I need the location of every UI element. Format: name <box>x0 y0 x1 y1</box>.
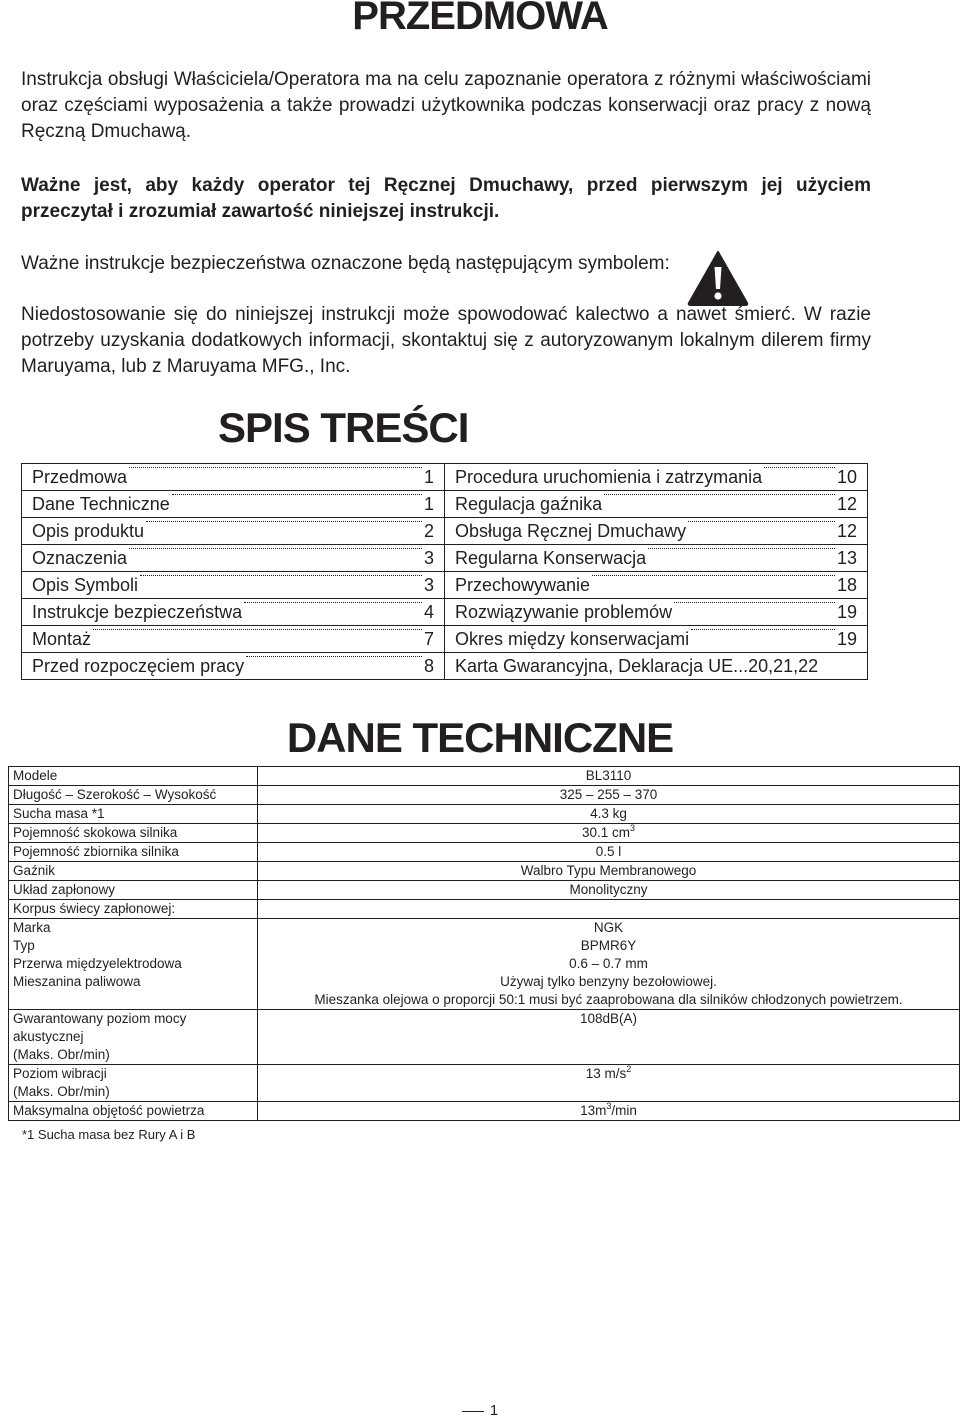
superscript: 3 <box>606 1101 612 1111</box>
toc-entry-page: 18 <box>836 574 857 595</box>
spec-label: Pojemność skokowa silnika <box>9 824 258 843</box>
toc-entry-page: 4 <box>423 601 434 622</box>
spec-label <box>9 919 258 1010</box>
toc-leader-dots <box>93 628 422 630</box>
toc-entry[interactable] <box>32 494 434 515</box>
table-of-contents <box>21 463 868 680</box>
warning-triangle-icon <box>687 250 749 306</box>
toc-cell <box>445 599 868 626</box>
spec-value-line: BPMR6Y <box>580 938 637 953</box>
toc-leader-dots <box>129 547 422 549</box>
spec-label: Korpus świecy zapłonowej: <box>9 900 258 919</box>
toc-entry[interactable] <box>455 656 857 677</box>
spec-value-text: 13m <box>580 1103 607 1118</box>
toc-entry-page: 12 <box>836 520 857 541</box>
toc-entry[interactable] <box>32 629 434 650</box>
toc-entry-label: Oznaczenia <box>32 547 128 568</box>
toc-leader-dots <box>764 466 835 468</box>
table-row <box>9 900 960 919</box>
toc-entry-page: 13 <box>836 547 857 568</box>
spec-label: Modele <box>9 767 258 786</box>
spec-value-text: 30.1 cm <box>581 825 630 840</box>
spec-label: Pojemność zbiornika silnika <box>9 843 258 862</box>
toc-leader-dots <box>244 601 422 603</box>
toc-entry-page: 3 <box>423 547 434 568</box>
toc-entry[interactable] <box>32 575 434 596</box>
spec-label-line: Przerwa międzyelektrodowa <box>13 956 182 971</box>
spec-value-line: Używaj tylko benzyny bezołowiowej. <box>500 974 717 989</box>
spec-label-line: Gwarantowany poziom mocy <box>13 1011 187 1026</box>
toc-leader-dots <box>592 574 835 576</box>
spec-value-line: Mieszanka olejowa o proporcji 50:1 musi być zaaprobowana dla silników chłodzonych powietrzem. <box>314 992 903 1007</box>
spec-value <box>258 824 960 843</box>
toc-cell <box>445 572 868 599</box>
spec-value-text: /min <box>611 1103 637 1118</box>
toc-entry[interactable] <box>32 548 434 569</box>
spec-value-line: NGK <box>593 920 624 935</box>
toc-leader-dots <box>674 601 835 603</box>
toc-entry[interactable] <box>455 602 857 623</box>
spec-label-line: (Maks. Obr/min) <box>13 1047 110 1062</box>
intro-paragraph: Instrukcja obsługi Właściciela/Operatora ma na celu zapoznanie operatora z różnymi właściwościami oraz częściami wyposażenia a także prowadzi użytkownika podczas konserwacji oraz pracy z nową Ręczną Dmuchawą. <box>21 69 871 142</box>
toc-cell <box>22 464 445 491</box>
spec-label <box>9 1010 258 1065</box>
toc-entry-label: Rozwiązywanie problemów <box>455 601 673 622</box>
toc-entry[interactable] <box>32 521 434 542</box>
spec-label-line: Mieszanina paliwowa <box>13 974 141 989</box>
toc-entry-label: Opis produktu <box>32 520 145 541</box>
spec-label: Długość – Szerokość – Wysokość <box>9 786 258 805</box>
toc-leader-dots <box>691 628 835 630</box>
toc-entry[interactable] <box>32 467 434 488</box>
page-number <box>0 1402 960 1419</box>
important-paragraph: Ważne jest, aby każdy operator tej Ręcznej Dmuchawy, przed pierwszym jej użyciem przeczytał i zrozumiał zawartość niniejszej instrukcji. <box>21 175 871 222</box>
spec-value <box>258 1102 960 1121</box>
toc-entry-page: 19 <box>836 601 857 622</box>
table-row <box>9 1010 960 1065</box>
toc-entry-label: Przedmowa <box>32 466 128 487</box>
toc-entry-label: Przed rozpoczęciem pracy <box>32 655 245 676</box>
spec-value-line: 0.6 – 0.7 mm <box>569 956 648 971</box>
spec-value <box>258 919 960 1010</box>
toc-cell <box>22 572 445 599</box>
toc-leader-dots <box>688 520 835 522</box>
spec-value: Walbro Typu Membranowego <box>258 862 960 881</box>
page-title: PRZEDMOWA <box>352 0 608 38</box>
toc-entry-page: 10 <box>836 466 857 487</box>
spec-label: Gaźnik <box>9 862 258 881</box>
toc-entry-page: 3 <box>423 574 434 595</box>
toc-row <box>22 491 868 518</box>
spec-label-line: (Maks. Obr/min) <box>13 1084 110 1099</box>
toc-entry-page: 19 <box>836 628 857 649</box>
toc-cell <box>445 491 868 518</box>
dash-decoration <box>462 1411 484 1412</box>
toc-entry[interactable] <box>455 521 857 542</box>
toc-entry-label: Instrukcje bezpieczeństwa <box>32 601 243 622</box>
toc-leader-dots <box>140 574 422 576</box>
spec-label-line: Typ <box>13 938 35 953</box>
toc-leader-dots <box>146 520 422 522</box>
spec-label-line: akustycznej <box>13 1029 84 1044</box>
toc-entry-page: 7 <box>423 628 434 649</box>
toc-leader-dots <box>172 493 422 495</box>
toc-entry[interactable] <box>455 575 857 596</box>
superscript: 3 <box>630 823 636 833</box>
toc-entry-label: Procedura uruchomienia i zatrzymania <box>455 466 763 487</box>
toc-entry-label: Regularna Konserwacja <box>455 547 647 568</box>
toc-cell <box>22 653 445 680</box>
table-row <box>9 805 960 824</box>
toc-cell <box>445 518 868 545</box>
toc-entry-page: 12 <box>836 493 857 514</box>
superscript: 2 <box>626 1064 632 1074</box>
table-row <box>9 824 960 843</box>
table-row <box>9 1065 960 1102</box>
spec-value: Monolityczny <box>258 881 960 900</box>
tech-data-heading: DANE TECHNICZNE <box>286 714 674 761</box>
toc-row <box>22 599 868 626</box>
toc-entry[interactable] <box>32 656 434 677</box>
toc-entry-label: Obsługa Ręcznej Dmuchawy <box>455 520 687 541</box>
spec-label: Sucha masa *1 <box>9 805 258 824</box>
spec-label-line: Marka <box>13 920 51 935</box>
toc-row <box>22 626 868 653</box>
toc-entry[interactable] <box>455 467 857 488</box>
spec-label: Maksymalna objętość powietrza <box>9 1102 258 1121</box>
warning-paragraph: Niedostosowanie się do niniejszej instrukcji może spowodować kalectwo a nawet śmierć. W razie potrzeby uzyskania dodatkowych informacji, skontaktuj się z autoryzowanym lokalnym dilerem firmy Maruyama, lub z Maruyama MFG., Inc. <box>21 304 871 377</box>
toc-entry-page: 1 <box>423 466 434 487</box>
toc-entry[interactable] <box>455 548 857 569</box>
toc-row <box>22 653 868 680</box>
table-row <box>9 786 960 805</box>
toc-row <box>22 464 868 491</box>
table-row <box>9 881 960 900</box>
toc-cell <box>22 599 445 626</box>
toc-entry-label: Karta Gwarancyjna, Deklaracja UE...20,21,22 <box>455 655 819 676</box>
safety-symbol-paragraph: Ważne instrukcje bezpieczeństwa oznaczone będą następującym symbolem: <box>21 253 670 274</box>
spec-value: 4.3 kg <box>258 805 960 824</box>
spec-value: 325 – 255 – 370 <box>258 786 960 805</box>
toc-entry[interactable] <box>455 494 857 515</box>
toc-cell <box>22 491 445 518</box>
toc-entry[interactable] <box>455 629 857 650</box>
toc-cell <box>22 626 445 653</box>
spec-value <box>258 900 960 919</box>
toc-cell <box>445 464 868 491</box>
spec-label <box>9 1065 258 1102</box>
toc-entry-page: 1 <box>423 493 434 514</box>
table-row <box>9 862 960 881</box>
table-row <box>9 919 960 1010</box>
toc-leader-dots <box>604 493 835 495</box>
page-number-text: 1 <box>489 1402 499 1419</box>
footnote: *1 Sucha masa bez Rury A i B <box>22 1127 196 1142</box>
toc-cell <box>445 653 868 680</box>
contents-heading: SPIS TREŚCI <box>218 404 469 451</box>
toc-entry-label: Opis Symboli <box>32 574 139 595</box>
table-row <box>9 1102 960 1121</box>
spec-value-text: 13 m/s <box>585 1066 627 1081</box>
toc-leader-dots <box>246 655 422 657</box>
table-row <box>9 767 960 786</box>
spec-label-line: Poziom wibracji <box>13 1066 107 1081</box>
spec-value <box>258 1065 960 1102</box>
toc-cell <box>445 626 868 653</box>
toc-entry-page: 2 <box>423 520 434 541</box>
toc-cell <box>22 518 445 545</box>
spec-table <box>8 766 960 1121</box>
toc-entry-label: Montaż <box>32 628 92 649</box>
toc-entry-label: Przechowywanie <box>455 574 591 595</box>
toc-leader-dots <box>648 547 835 549</box>
toc-cell <box>22 545 445 572</box>
spec-label: Układ zapłonowy <box>9 881 258 900</box>
toc-entry[interactable] <box>32 602 434 623</box>
toc-row <box>22 572 868 599</box>
toc-cell <box>445 545 868 572</box>
toc-entry-page: 8 <box>423 655 434 676</box>
toc-row <box>22 545 868 572</box>
toc-entry-label: Okres między konserwacjami <box>455 628 690 649</box>
spec-value: 108dB(A) <box>258 1010 960 1065</box>
spec-value: 0.5 l <box>258 843 960 862</box>
toc-entry-label: Regulacja gaźnika <box>455 493 603 514</box>
table-row <box>9 843 960 862</box>
toc-entry-label: Dane Techniczne <box>32 493 170 514</box>
toc-row <box>22 518 868 545</box>
spec-value: BL3110 <box>258 767 960 786</box>
toc-leader-dots <box>129 466 422 468</box>
